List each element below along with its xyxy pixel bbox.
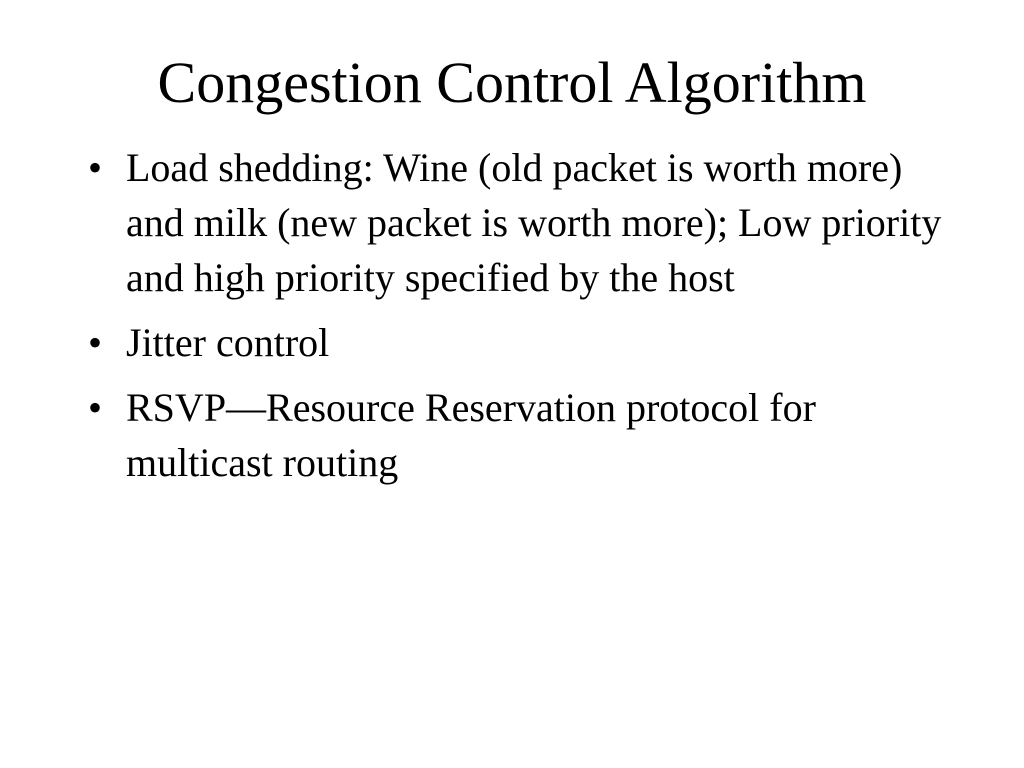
bullet-icon: • [88, 320, 103, 365]
bullet-text: RSVP—Resource Reservation protocol for multicast routing [126, 385, 816, 485]
bullet-icon: • [88, 385, 103, 430]
bullet-item-jitter-control [88, 315, 968, 370]
bullet-icon: • [88, 145, 103, 190]
bullet-item-load-shedding [88, 140, 968, 305]
bullet-item-rsvp [88, 380, 968, 490]
bullet-text: Load shedding: Wine (old packet is worth more) and milk (new packet is worth more); Low priority and high priority specified by the host [126, 145, 942, 300]
slide-title: Congestion Control Algorithm [157, 50, 867, 115]
bullet-list [88, 140, 968, 500]
bullet-text: Jitter control [126, 320, 330, 365]
